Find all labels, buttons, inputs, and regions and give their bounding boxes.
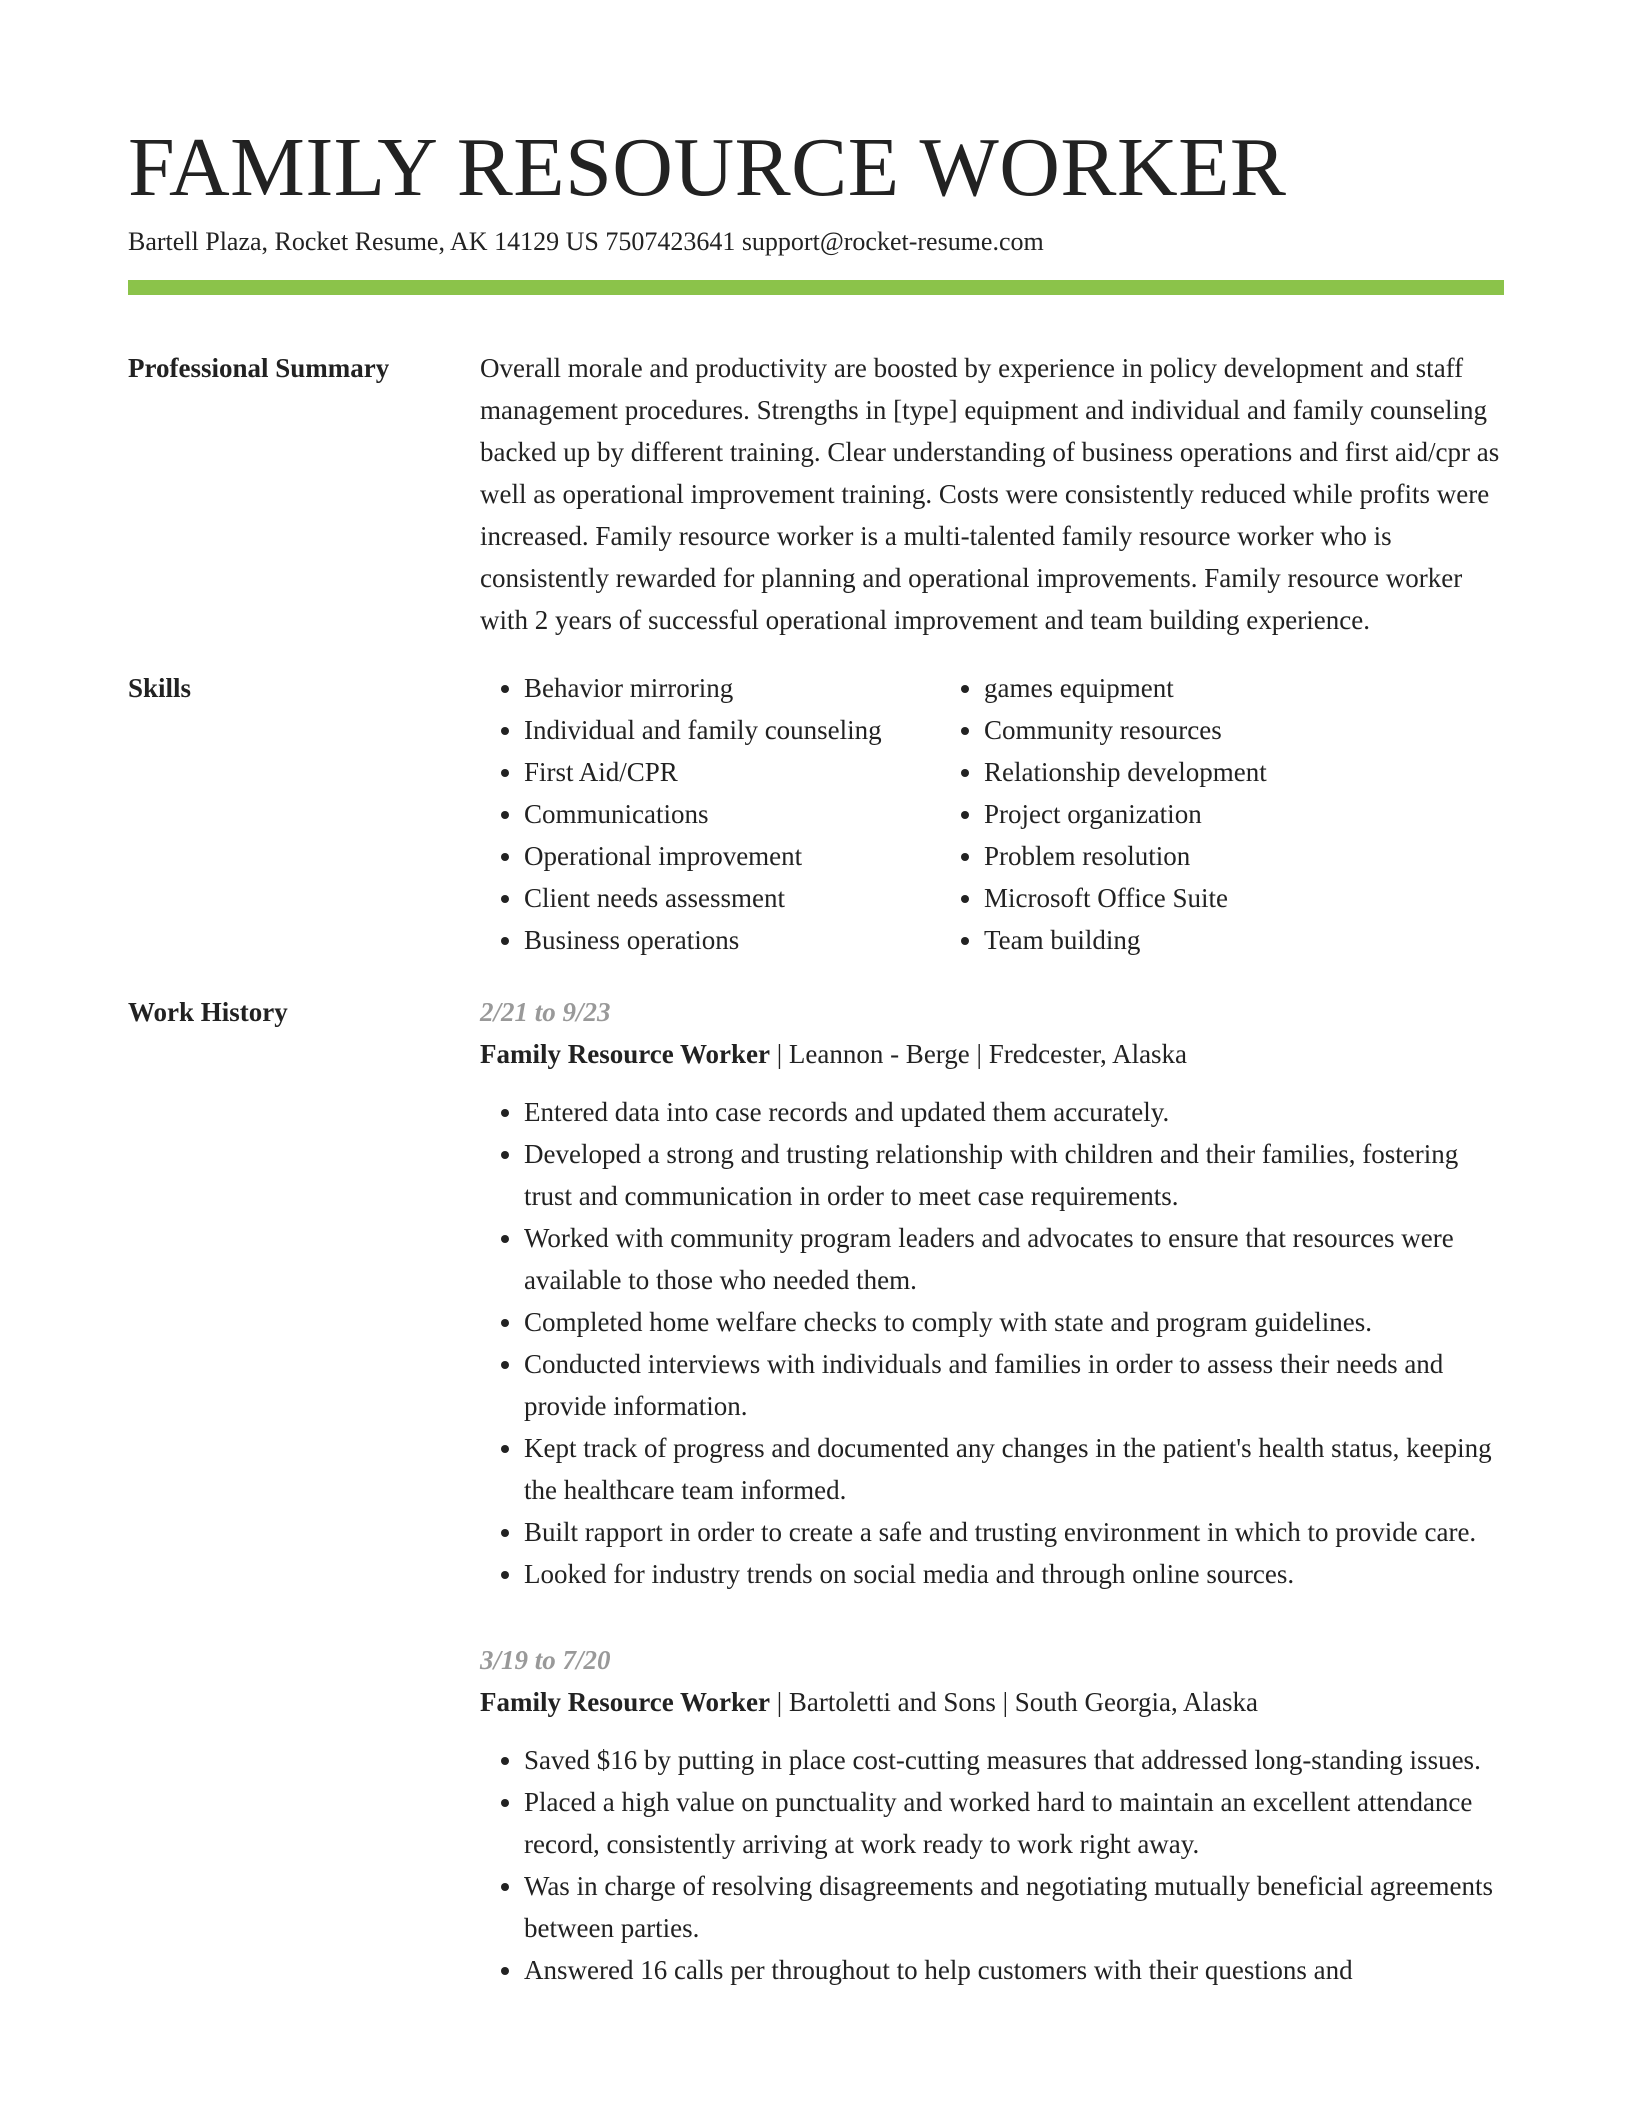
job-duty: • Saved $16 by putting in place cost-cutting measures that addressed long-standing issues. [524, 1739, 1504, 1781]
job-duty: • Was in charge of resolving disagreements and negotiating mutually beneficial agreements between parties. [524, 1865, 1504, 1949]
job-duties [480, 1739, 1504, 1991]
skill-item: • Relationship development [984, 751, 1267, 793]
summary-section [128, 347, 1504, 641]
job-dates: 2/21 to 9/23 [480, 997, 611, 1027]
job-duties [480, 1091, 1504, 1595]
skill-item: • games equipment [984, 667, 1267, 709]
resume-title: FAMILY RESOURCE WORKER [128, 121, 1287, 214]
skills-list [480, 667, 1504, 961]
job-employer-location: | Leannon - Berge | Fredcester, Alaska [769, 1039, 1188, 1069]
skill-item: • Behavior mirroring [524, 667, 940, 709]
work-history-heading: Work History [128, 997, 288, 1027]
skill-item: • Team building [984, 919, 1267, 961]
job-duty: • Entered data into case records and updated them accurately. [524, 1091, 1504, 1133]
summary-heading: Professional Summary [128, 353, 390, 383]
work-history-section [128, 991, 1504, 2035]
job-duty: • Conducted interviews with individuals and families in order to assess their needs and provide information. [524, 1343, 1504, 1427]
skills-section [128, 667, 1504, 961]
job-entry [480, 991, 1504, 1595]
job-duty: • Looked for industry trends on social media and through online sources. [524, 1553, 1504, 1595]
skill-item: • Problem resolution [984, 835, 1267, 877]
job-title: Family Resource Worker [480, 1039, 770, 1069]
job-heading [480, 1681, 1504, 1723]
skill-item: • Project organization [984, 793, 1267, 835]
skill-item: • Community resources [984, 709, 1267, 751]
job-heading [480, 1033, 1504, 1075]
job-title: Family Resource Worker [480, 1687, 770, 1717]
skill-item: • Communications [524, 793, 940, 835]
skill-item: • Operational improvement [524, 835, 940, 877]
job-duty: • Worked with community program leaders and advocates to ensure that resources were available to those who needed them. [524, 1217, 1504, 1301]
skills-heading: Skills [128, 673, 192, 703]
skill-item: • Microsoft Office Suite [984, 877, 1267, 919]
job-duty: • Developed a strong and trusting relationship with children and their families, fostering trust and communication in order to meet case requirements. [524, 1133, 1504, 1217]
skill-item: • Individual and family counseling [524, 709, 940, 751]
skills-column-right [940, 667, 1267, 961]
skills-column-left [480, 667, 940, 961]
job-dates: 3/19 to 7/20 [480, 1645, 611, 1675]
job-duty: • Answered 16 calls per throughout to help customers with their questions and [524, 1949, 1504, 1991]
job-duty: • Placed a high value on punctuality and worked hard to maintain an excellent attendance record, consistently arriving at work ready to work right away. [524, 1781, 1504, 1865]
job-employer-location: | Bartoletti and Sons | South Georgia, Alaska [769, 1687, 1258, 1717]
skill-item: • First Aid/CPR [524, 751, 940, 793]
contact-line: Bartell Plaza, Rocket Resume, AK 14129 US 7507423641 support@rocket-resume.com [128, 227, 1044, 256]
job-duty: • Built rapport in order to create a safe and trusting environment in which to provide care. [524, 1511, 1504, 1553]
skill-item: • Client needs assessment [524, 877, 940, 919]
accent-divider [128, 280, 1504, 295]
job-duty: • Completed home welfare checks to comply with state and program guidelines. [524, 1301, 1504, 1343]
summary-text: Overall morale and productivity are boosted by experience in policy development and staff management procedures. Strengths in [type] equipment and individual and family counseling backed up by different training. Clear understanding of business operations and first aid/cpr as well as operational improvement training. Costs were consistently reduced while profits were increased. Family resource worker is a multi-talented family resource worker who is consistently rewarded for planning and operational improvements. Family resource worker with 2 years of successful operational improvement and team building experience. [480, 353, 1500, 635]
job-duty: • Kept track of progress and documented any changes in the patient's health status, keeping the healthcare team informed. [524, 1427, 1504, 1511]
skill-item: • Business operations [524, 919, 940, 961]
job-entry [480, 1639, 1504, 1991]
